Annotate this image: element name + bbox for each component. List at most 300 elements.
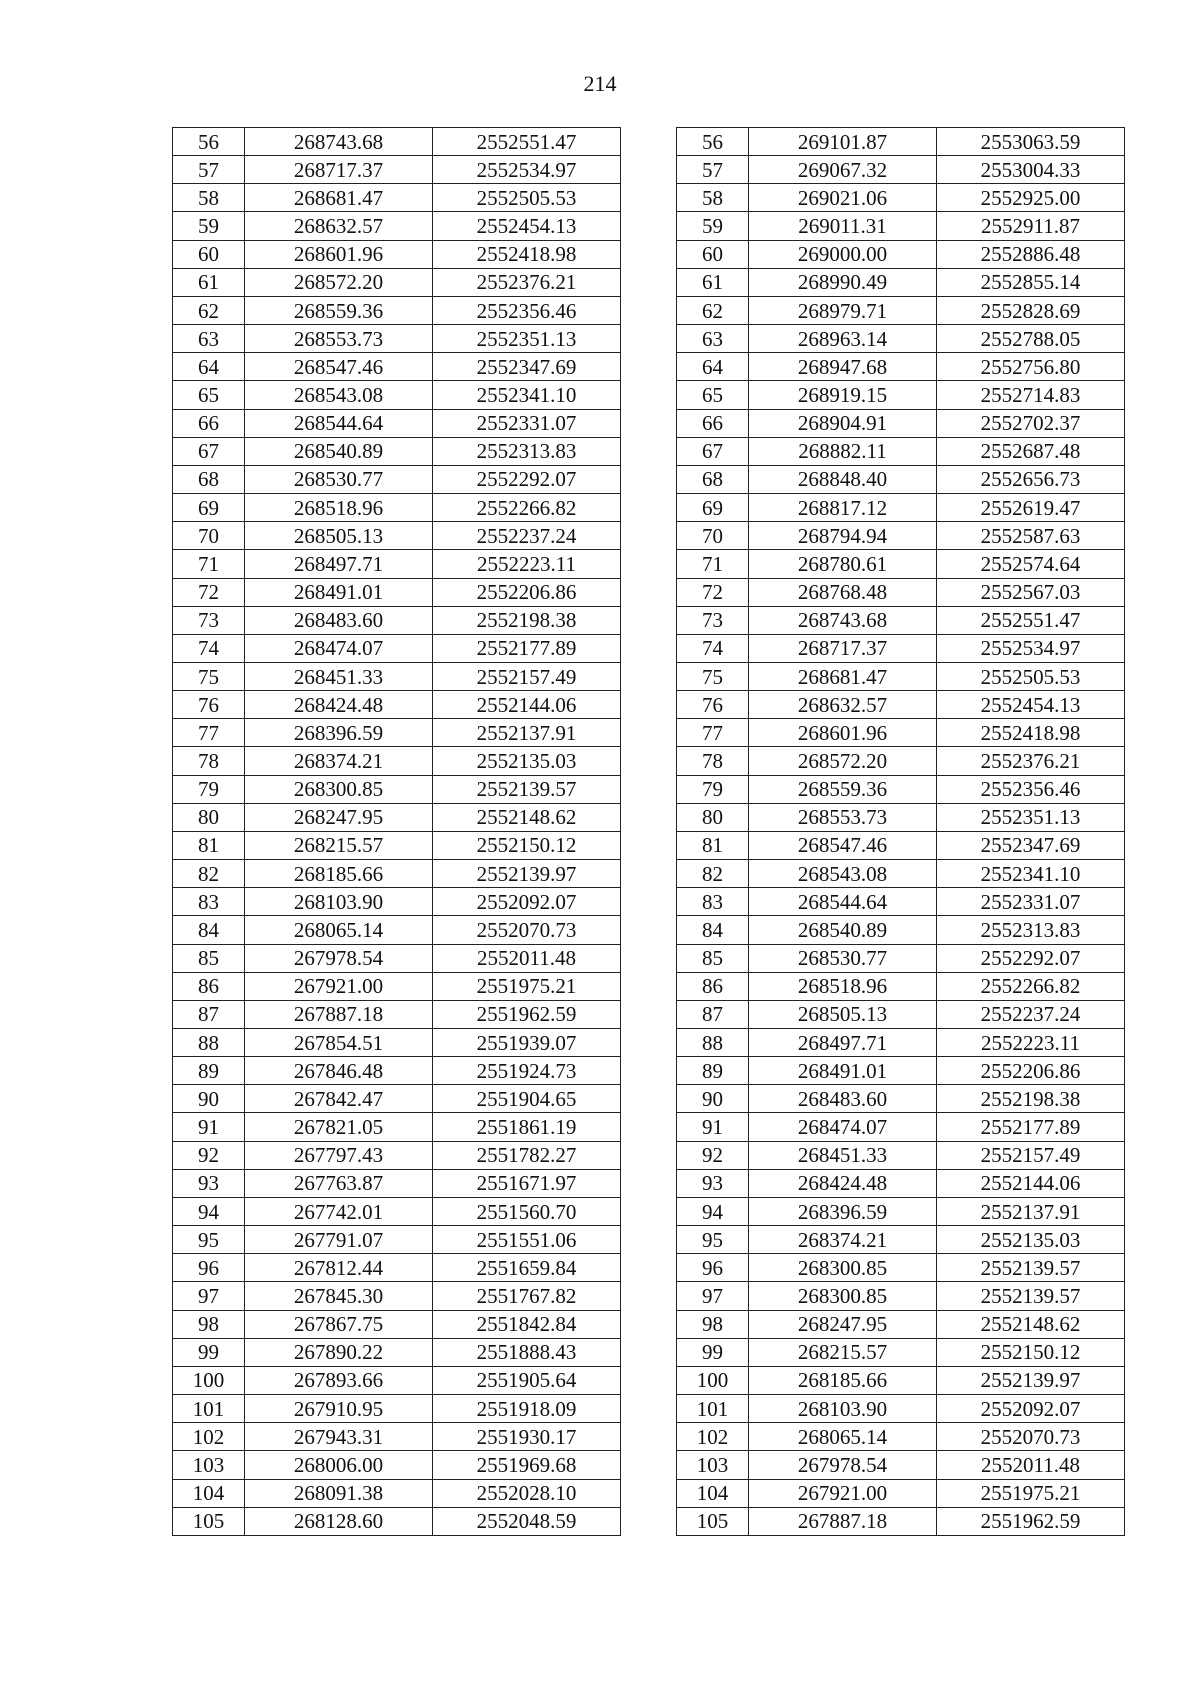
x-coordinate-right-cell: 269101.87 xyxy=(749,128,937,156)
x-coordinate-right-cell: 268483.60 xyxy=(749,1085,937,1113)
y-coordinate-left-cell: 2551975.21 xyxy=(433,972,621,1000)
x-coordinate-left-cell: 267763.87 xyxy=(245,1169,433,1197)
x-coordinate-right-cell: 268817.12 xyxy=(749,494,937,522)
x-coordinate-left-cell: 267943.31 xyxy=(245,1423,433,1451)
x-coordinate-right-cell: 269021.06 xyxy=(749,184,937,212)
y-coordinate-right-cell: 2552292.07 xyxy=(937,944,1125,972)
x-coordinate-right-cell: 269000.00 xyxy=(749,240,937,268)
table-row xyxy=(173,353,1125,381)
column-gap xyxy=(621,1226,677,1254)
y-coordinate-left-cell: 2552011.48 xyxy=(433,944,621,972)
point-number-left-cell: 92 xyxy=(173,1141,245,1169)
column-gap xyxy=(621,662,677,690)
point-number-right-cell: 66 xyxy=(677,409,749,437)
column-gap xyxy=(621,1057,677,1085)
point-number-left-cell: 101 xyxy=(173,1395,245,1423)
y-coordinate-left-cell: 2552048.59 xyxy=(433,1507,621,1535)
point-number-right-cell: 63 xyxy=(677,325,749,353)
x-coordinate-right-cell: 268103.90 xyxy=(749,1395,937,1423)
x-coordinate-right-cell: 268768.48 xyxy=(749,578,937,606)
x-coordinate-left-cell: 268505.13 xyxy=(245,522,433,550)
table-row xyxy=(173,1226,1125,1254)
point-number-left-cell: 78 xyxy=(173,747,245,775)
y-coordinate-left-cell: 2552292.07 xyxy=(433,465,621,493)
y-coordinate-left-cell: 2552135.03 xyxy=(433,747,621,775)
x-coordinate-left-cell: 268491.01 xyxy=(245,578,433,606)
y-coordinate-left-cell: 2551962.59 xyxy=(433,1000,621,1028)
point-number-right-cell: 89 xyxy=(677,1057,749,1085)
column-gap xyxy=(621,240,677,268)
y-coordinate-right-cell: 2552237.24 xyxy=(937,1000,1125,1028)
point-number-left-cell: 69 xyxy=(173,494,245,522)
point-number-right-cell: 93 xyxy=(677,1169,749,1197)
column-gap xyxy=(621,1141,677,1169)
column-gap xyxy=(621,972,677,1000)
y-coordinate-left-cell: 2552347.69 xyxy=(433,353,621,381)
x-coordinate-left-cell: 267854.51 xyxy=(245,1029,433,1057)
y-coordinate-left-cell: 2552139.57 xyxy=(433,775,621,803)
x-coordinate-right-cell: 269067.32 xyxy=(749,156,937,184)
column-gap xyxy=(621,860,677,888)
y-coordinate-left-cell: 2551659.84 xyxy=(433,1254,621,1282)
y-coordinate-right-cell: 2552148.62 xyxy=(937,1310,1125,1338)
table-row xyxy=(173,775,1125,803)
point-number-left-cell: 100 xyxy=(173,1366,245,1394)
x-coordinate-left-cell: 268300.85 xyxy=(245,775,433,803)
x-coordinate-left-cell: 268681.47 xyxy=(245,184,433,212)
point-number-left-cell: 84 xyxy=(173,916,245,944)
y-coordinate-left-cell: 2551767.82 xyxy=(433,1282,621,1310)
x-coordinate-left-cell: 267812.44 xyxy=(245,1254,433,1282)
y-coordinate-right-cell: 2552925.00 xyxy=(937,184,1125,212)
x-coordinate-left-cell: 267893.66 xyxy=(245,1366,433,1394)
x-coordinate-right-cell: 268979.71 xyxy=(749,296,937,324)
y-coordinate-right-cell: 2552347.69 xyxy=(937,831,1125,859)
x-coordinate-left-cell: 267791.07 xyxy=(245,1226,433,1254)
y-coordinate-left-cell: 2551551.06 xyxy=(433,1226,621,1254)
y-coordinate-right-cell: 2552656.73 xyxy=(937,465,1125,493)
point-number-right-cell: 76 xyxy=(677,691,749,719)
x-coordinate-right-cell: 268947.68 xyxy=(749,353,937,381)
point-number-left-cell: 59 xyxy=(173,212,245,240)
x-coordinate-left-cell: 268559.36 xyxy=(245,296,433,324)
column-gap xyxy=(621,409,677,437)
table-row xyxy=(173,691,1125,719)
column-gap xyxy=(621,1254,677,1282)
x-coordinate-left-cell: 267821.05 xyxy=(245,1113,433,1141)
x-coordinate-left-cell: 268103.90 xyxy=(245,888,433,916)
y-coordinate-right-cell: 2552341.10 xyxy=(937,860,1125,888)
table-row xyxy=(173,1113,1125,1141)
x-coordinate-left-cell: 268474.07 xyxy=(245,634,433,662)
y-coordinate-left-cell: 2552070.73 xyxy=(433,916,621,944)
point-number-left-cell: 104 xyxy=(173,1479,245,1507)
x-coordinate-left-cell: 268451.33 xyxy=(245,662,433,690)
x-coordinate-right-cell: 268396.59 xyxy=(749,1197,937,1225)
y-coordinate-left-cell: 2552313.83 xyxy=(433,437,621,465)
table-row xyxy=(173,550,1125,578)
column-gap xyxy=(621,888,677,916)
x-coordinate-right-cell: 268247.95 xyxy=(749,1310,937,1338)
x-coordinate-right-cell: 268474.07 xyxy=(749,1113,937,1141)
table-row xyxy=(173,465,1125,493)
x-coordinate-right-cell: 268505.13 xyxy=(749,1000,937,1028)
column-gap xyxy=(621,212,677,240)
x-coordinate-right-cell: 268963.14 xyxy=(749,325,937,353)
column-gap xyxy=(621,578,677,606)
point-number-right-cell: 83 xyxy=(677,888,749,916)
coordinate-table xyxy=(172,127,1125,1536)
y-coordinate-left-cell: 2552351.13 xyxy=(433,325,621,353)
x-coordinate-left-cell: 267910.95 xyxy=(245,1395,433,1423)
column-gap xyxy=(621,1169,677,1197)
point-number-right-cell: 85 xyxy=(677,944,749,972)
x-coordinate-right-cell: 268547.46 xyxy=(749,831,937,859)
x-coordinate-right-cell: 268300.85 xyxy=(749,1282,937,1310)
y-coordinate-right-cell: 2552092.07 xyxy=(937,1395,1125,1423)
table-row xyxy=(173,1423,1125,1451)
point-number-right-cell: 103 xyxy=(677,1451,749,1479)
table-row xyxy=(173,944,1125,972)
table-row xyxy=(173,803,1125,831)
x-coordinate-left-cell: 268547.46 xyxy=(245,353,433,381)
x-coordinate-right-cell: 268632.57 xyxy=(749,691,937,719)
x-coordinate-right-cell: 268374.21 xyxy=(749,1226,937,1254)
y-coordinate-right-cell: 2552137.91 xyxy=(937,1197,1125,1225)
point-number-right-cell: 62 xyxy=(677,296,749,324)
column-gap xyxy=(621,465,677,493)
x-coordinate-right-cell: 267921.00 xyxy=(749,1479,937,1507)
x-coordinate-right-cell: 269011.31 xyxy=(749,212,937,240)
x-coordinate-right-cell: 268544.64 xyxy=(749,888,937,916)
point-number-right-cell: 87 xyxy=(677,1000,749,1028)
point-number-right-cell: 81 xyxy=(677,831,749,859)
point-number-left-cell: 57 xyxy=(173,156,245,184)
point-number-right-cell: 79 xyxy=(677,775,749,803)
x-coordinate-right-cell: 268990.49 xyxy=(749,268,937,296)
x-coordinate-right-cell: 268553.73 xyxy=(749,803,937,831)
point-number-right-cell: 74 xyxy=(677,634,749,662)
column-gap xyxy=(621,1113,677,1141)
point-number-left-cell: 60 xyxy=(173,240,245,268)
column-gap xyxy=(621,268,677,296)
x-coordinate-right-cell: 268497.71 xyxy=(749,1029,937,1057)
column-gap xyxy=(621,1029,677,1057)
y-coordinate-left-cell: 2552376.21 xyxy=(433,268,621,296)
y-coordinate-left-cell: 2552148.62 xyxy=(433,803,621,831)
column-gap xyxy=(621,381,677,409)
point-number-right-cell: 56 xyxy=(677,128,749,156)
x-coordinate-right-cell: 268743.68 xyxy=(749,606,937,634)
table-row xyxy=(173,916,1125,944)
y-coordinate-left-cell: 2552223.11 xyxy=(433,550,621,578)
y-coordinate-right-cell: 2552505.53 xyxy=(937,662,1125,690)
column-gap xyxy=(621,691,677,719)
y-coordinate-right-cell: 2552135.03 xyxy=(937,1226,1125,1254)
column-gap xyxy=(621,296,677,324)
point-number-left-cell: 68 xyxy=(173,465,245,493)
y-coordinate-left-cell: 2551888.43 xyxy=(433,1338,621,1366)
table-row xyxy=(173,1141,1125,1169)
x-coordinate-right-cell: 268185.66 xyxy=(749,1366,937,1394)
point-number-right-cell: 86 xyxy=(677,972,749,1000)
x-coordinate-right-cell: 267978.54 xyxy=(749,1451,937,1479)
y-coordinate-left-cell: 2552092.07 xyxy=(433,888,621,916)
point-number-left-cell: 72 xyxy=(173,578,245,606)
point-number-right-cell: 102 xyxy=(677,1423,749,1451)
y-coordinate-right-cell: 2553063.59 xyxy=(937,128,1125,156)
y-coordinate-left-cell: 2551939.07 xyxy=(433,1029,621,1057)
x-coordinate-left-cell: 268743.68 xyxy=(245,128,433,156)
y-coordinate-left-cell: 2552356.46 xyxy=(433,296,621,324)
y-coordinate-left-cell: 2552028.10 xyxy=(433,1479,621,1507)
point-number-right-cell: 99 xyxy=(677,1338,749,1366)
point-number-left-cell: 83 xyxy=(173,888,245,916)
table-row xyxy=(173,268,1125,296)
x-coordinate-right-cell: 268424.48 xyxy=(749,1169,937,1197)
x-coordinate-right-cell: 268559.36 xyxy=(749,775,937,803)
column-gap xyxy=(621,1451,677,1479)
point-number-right-cell: 75 xyxy=(677,662,749,690)
y-coordinate-right-cell: 2552351.13 xyxy=(937,803,1125,831)
point-number-left-cell: 73 xyxy=(173,606,245,634)
x-coordinate-left-cell: 268717.37 xyxy=(245,156,433,184)
point-number-right-cell: 77 xyxy=(677,719,749,747)
point-number-left-cell: 95 xyxy=(173,1226,245,1254)
column-gap xyxy=(621,1479,677,1507)
point-number-right-cell: 71 xyxy=(677,550,749,578)
table-row xyxy=(173,1085,1125,1113)
point-number-left-cell: 90 xyxy=(173,1085,245,1113)
point-number-right-cell: 60 xyxy=(677,240,749,268)
column-gap xyxy=(621,128,677,156)
y-coordinate-right-cell: 2552177.89 xyxy=(937,1113,1125,1141)
x-coordinate-left-cell: 267797.43 xyxy=(245,1141,433,1169)
y-coordinate-left-cell: 2552454.13 xyxy=(433,212,621,240)
point-number-right-cell: 65 xyxy=(677,381,749,409)
point-number-left-cell: 87 xyxy=(173,1000,245,1028)
table-row xyxy=(173,860,1125,888)
point-number-left-cell: 79 xyxy=(173,775,245,803)
y-coordinate-right-cell: 2552534.97 xyxy=(937,634,1125,662)
y-coordinate-left-cell: 2551918.09 xyxy=(433,1395,621,1423)
y-coordinate-right-cell: 2552574.64 xyxy=(937,550,1125,578)
table-row xyxy=(173,634,1125,662)
table-row xyxy=(173,1366,1125,1394)
x-coordinate-left-cell: 268483.60 xyxy=(245,606,433,634)
table-row xyxy=(173,381,1125,409)
point-number-left-cell: 82 xyxy=(173,860,245,888)
x-coordinate-right-cell: 268904.91 xyxy=(749,409,937,437)
point-number-right-cell: 78 xyxy=(677,747,749,775)
table-row xyxy=(173,888,1125,916)
x-coordinate-left-cell: 268424.48 xyxy=(245,691,433,719)
point-number-left-cell: 89 xyxy=(173,1057,245,1085)
point-number-left-cell: 85 xyxy=(173,944,245,972)
point-number-left-cell: 62 xyxy=(173,296,245,324)
y-coordinate-left-cell: 2552206.86 xyxy=(433,578,621,606)
column-gap xyxy=(621,944,677,972)
column-gap xyxy=(621,606,677,634)
table-row xyxy=(173,240,1125,268)
x-coordinate-right-cell: 268518.96 xyxy=(749,972,937,1000)
y-coordinate-left-cell: 2552144.06 xyxy=(433,691,621,719)
column-gap xyxy=(621,353,677,381)
point-number-right-cell: 69 xyxy=(677,494,749,522)
point-number-left-cell: 76 xyxy=(173,691,245,719)
table-row xyxy=(173,1338,1125,1366)
point-number-left-cell: 63 xyxy=(173,325,245,353)
y-coordinate-left-cell: 2552157.49 xyxy=(433,662,621,690)
x-coordinate-right-cell: 268780.61 xyxy=(749,550,937,578)
x-coordinate-right-cell: 268300.85 xyxy=(749,1254,937,1282)
x-coordinate-right-cell: 268215.57 xyxy=(749,1338,937,1366)
point-number-right-cell: 88 xyxy=(677,1029,749,1057)
table-row xyxy=(173,972,1125,1000)
point-number-left-cell: 103 xyxy=(173,1451,245,1479)
y-coordinate-left-cell: 2551930.17 xyxy=(433,1423,621,1451)
x-coordinate-left-cell: 267742.01 xyxy=(245,1197,433,1225)
x-coordinate-right-cell: 268717.37 xyxy=(749,634,937,662)
point-number-left-cell: 75 xyxy=(173,662,245,690)
y-coordinate-right-cell: 2552788.05 xyxy=(937,325,1125,353)
y-coordinate-right-cell: 2552619.47 xyxy=(937,494,1125,522)
column-gap xyxy=(621,1395,677,1423)
table-row xyxy=(173,296,1125,324)
x-coordinate-left-cell: 268497.71 xyxy=(245,550,433,578)
y-coordinate-left-cell: 2552198.38 xyxy=(433,606,621,634)
table-row xyxy=(173,662,1125,690)
x-coordinate-left-cell: 268065.14 xyxy=(245,916,433,944)
point-number-left-cell: 61 xyxy=(173,268,245,296)
y-coordinate-right-cell: 2552551.47 xyxy=(937,606,1125,634)
column-gap xyxy=(621,184,677,212)
table-row xyxy=(173,747,1125,775)
column-gap xyxy=(621,437,677,465)
y-coordinate-right-cell: 2552911.87 xyxy=(937,212,1125,240)
x-coordinate-left-cell: 268518.96 xyxy=(245,494,433,522)
y-coordinate-left-cell: 2551842.84 xyxy=(433,1310,621,1338)
column-gap xyxy=(621,1366,677,1394)
point-number-right-cell: 100 xyxy=(677,1366,749,1394)
point-number-left-cell: 77 xyxy=(173,719,245,747)
table-row xyxy=(173,437,1125,465)
table-row xyxy=(173,1479,1125,1507)
point-number-left-cell: 65 xyxy=(173,381,245,409)
point-number-right-cell: 58 xyxy=(677,184,749,212)
x-coordinate-left-cell: 267890.22 xyxy=(245,1338,433,1366)
y-coordinate-right-cell: 2552855.14 xyxy=(937,268,1125,296)
y-coordinate-right-cell: 2553004.33 xyxy=(937,156,1125,184)
point-number-left-cell: 102 xyxy=(173,1423,245,1451)
column-gap xyxy=(621,1423,677,1451)
column-gap xyxy=(621,325,677,353)
y-coordinate-left-cell: 2552551.47 xyxy=(433,128,621,156)
table-row xyxy=(173,1197,1125,1225)
point-number-left-cell: 93 xyxy=(173,1169,245,1197)
point-number-left-cell: 88 xyxy=(173,1029,245,1057)
point-number-right-cell: 91 xyxy=(677,1113,749,1141)
y-coordinate-right-cell: 2552150.12 xyxy=(937,1338,1125,1366)
y-coordinate-left-cell: 2551782.27 xyxy=(433,1141,621,1169)
y-coordinate-right-cell: 2551962.59 xyxy=(937,1507,1125,1535)
x-coordinate-left-cell: 267978.54 xyxy=(245,944,433,972)
x-coordinate-left-cell: 268006.00 xyxy=(245,1451,433,1479)
x-coordinate-right-cell: 268540.89 xyxy=(749,916,937,944)
point-number-right-cell: 73 xyxy=(677,606,749,634)
x-coordinate-left-cell: 267867.75 xyxy=(245,1310,433,1338)
table-row xyxy=(173,606,1125,634)
point-number-left-cell: 96 xyxy=(173,1254,245,1282)
table-row xyxy=(173,1000,1125,1028)
x-coordinate-left-cell: 268601.96 xyxy=(245,240,433,268)
x-coordinate-left-cell: 268185.66 xyxy=(245,860,433,888)
column-gap xyxy=(621,831,677,859)
column-gap xyxy=(621,522,677,550)
column-gap xyxy=(621,1310,677,1338)
column-gap xyxy=(621,550,677,578)
table-row xyxy=(173,184,1125,212)
y-coordinate-left-cell: 2551905.64 xyxy=(433,1366,621,1394)
table-row xyxy=(173,1395,1125,1423)
table-row xyxy=(173,1451,1125,1479)
point-number-left-cell: 94 xyxy=(173,1197,245,1225)
table-row xyxy=(173,156,1125,184)
point-number-left-cell: 58 xyxy=(173,184,245,212)
table-row xyxy=(173,578,1125,606)
point-number-right-cell: 84 xyxy=(677,916,749,944)
point-number-right-cell: 90 xyxy=(677,1085,749,1113)
y-coordinate-right-cell: 2552714.83 xyxy=(937,381,1125,409)
point-number-left-cell: 80 xyxy=(173,803,245,831)
column-gap xyxy=(621,156,677,184)
column-gap xyxy=(621,803,677,831)
table-row xyxy=(173,1029,1125,1057)
y-coordinate-right-cell: 2551975.21 xyxy=(937,1479,1125,1507)
x-coordinate-left-cell: 268091.38 xyxy=(245,1479,433,1507)
point-number-right-cell: 104 xyxy=(677,1479,749,1507)
column-gap xyxy=(621,1000,677,1028)
point-number-left-cell: 56 xyxy=(173,128,245,156)
table-row xyxy=(173,325,1125,353)
y-coordinate-right-cell: 2552198.38 xyxy=(937,1085,1125,1113)
point-number-right-cell: 70 xyxy=(677,522,749,550)
column-gap xyxy=(621,1507,677,1535)
x-coordinate-left-cell: 267887.18 xyxy=(245,1000,433,1028)
table-row xyxy=(173,494,1125,522)
point-number-right-cell: 92 xyxy=(677,1141,749,1169)
y-coordinate-right-cell: 2552587.63 xyxy=(937,522,1125,550)
point-number-left-cell: 105 xyxy=(173,1507,245,1535)
column-gap xyxy=(621,775,677,803)
x-coordinate-left-cell: 268632.57 xyxy=(245,212,433,240)
y-coordinate-left-cell: 2552266.82 xyxy=(433,494,621,522)
coordinate-table-body xyxy=(173,128,1125,1536)
page-number: 214 xyxy=(583,71,617,96)
y-coordinate-left-cell: 2552177.89 xyxy=(433,634,621,662)
table-row xyxy=(173,1310,1125,1338)
column-gap xyxy=(621,747,677,775)
point-number-right-cell: 64 xyxy=(677,353,749,381)
y-coordinate-right-cell: 2552070.73 xyxy=(937,1423,1125,1451)
x-coordinate-right-cell: 268919.15 xyxy=(749,381,937,409)
point-number-right-cell: 72 xyxy=(677,578,749,606)
x-coordinate-left-cell: 268128.60 xyxy=(245,1507,433,1535)
x-coordinate-left-cell: 267845.30 xyxy=(245,1282,433,1310)
x-coordinate-left-cell: 267921.00 xyxy=(245,972,433,1000)
y-coordinate-right-cell: 2552144.06 xyxy=(937,1169,1125,1197)
x-coordinate-right-cell: 268601.96 xyxy=(749,719,937,747)
